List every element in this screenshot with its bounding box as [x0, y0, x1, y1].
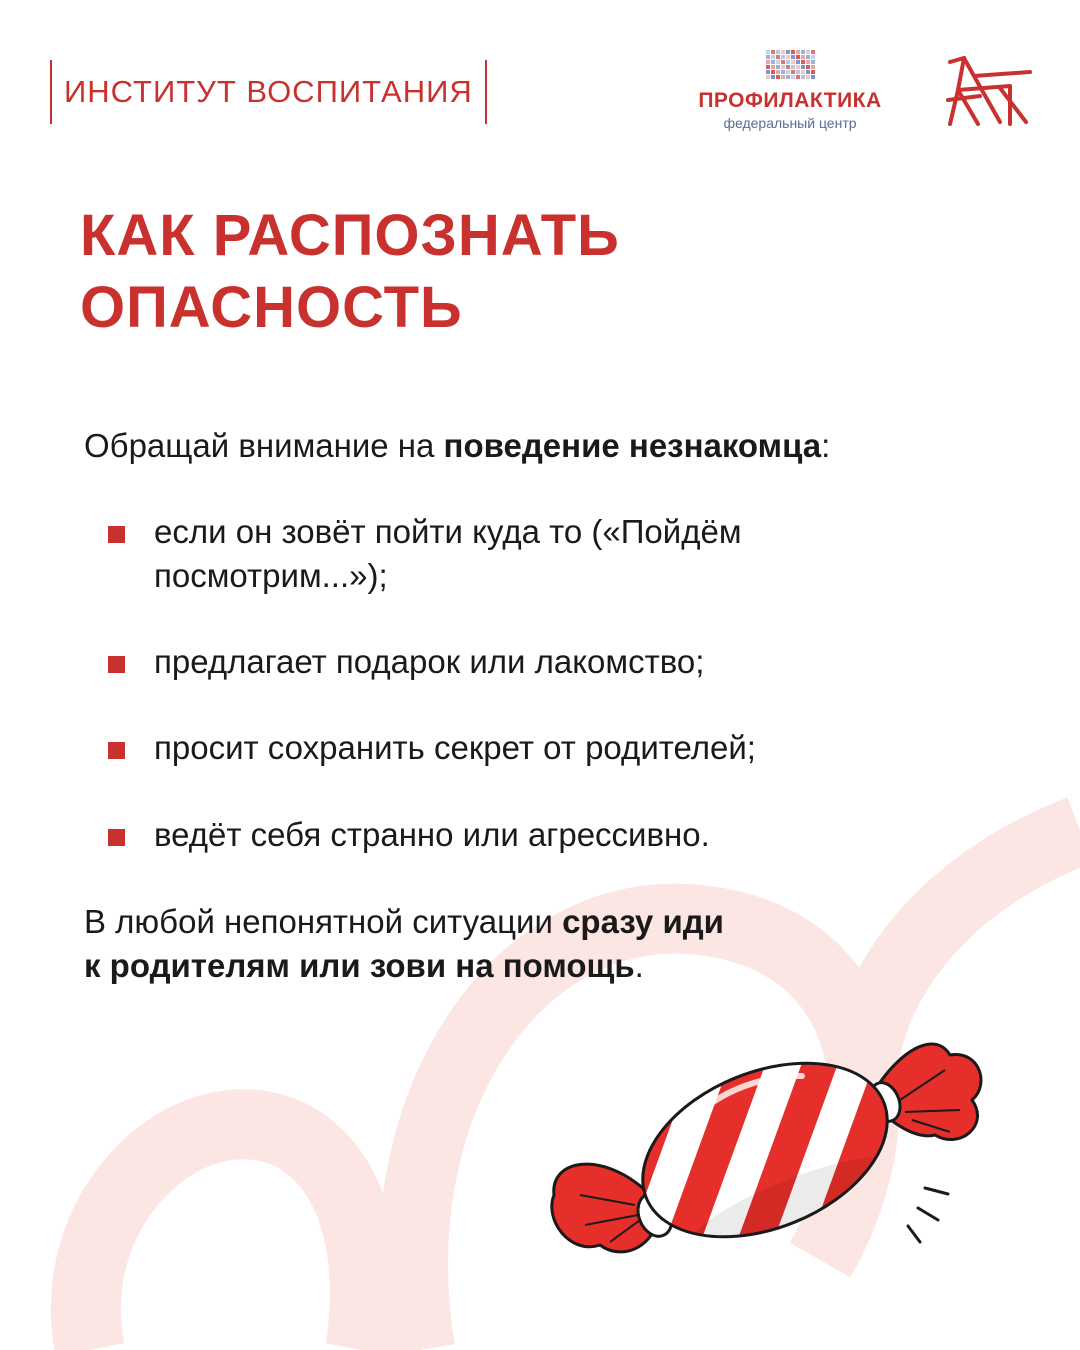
bullet-square-icon [108, 829, 125, 846]
list-item-text: просит сохранить секрет от родителей; [154, 729, 756, 766]
bullet-square-icon [108, 656, 125, 673]
outro-period: . [634, 947, 644, 984]
horse-logo-icon [940, 52, 1036, 132]
outro-plain: В любой непонятной ситуации [84, 903, 563, 940]
institute-name: ИНСТИТУТ ВОСПИТАНИЯ [64, 74, 473, 109]
page-title [80, 200, 620, 344]
institute-logo [50, 60, 487, 124]
list-item [108, 813, 928, 857]
warning-signs-list [108, 510, 928, 857]
list-item-text: предлагает подарок или лакомство; [154, 643, 705, 680]
list-item-text: ведёт себя странно или агрессивно. [154, 816, 710, 853]
intro-bold: поведение незнакомца [443, 427, 822, 464]
intro-colon: : [821, 427, 831, 464]
outro-bold-1: сразу иди [562, 903, 724, 940]
intro-text [84, 424, 830, 468]
partner-name: ПРОФИЛАКТИКА [698, 89, 882, 112]
title-line-2: ОПАСНОСТЬ [80, 275, 463, 340]
partner-subtitle: федеральный центр [723, 115, 857, 131]
intro-plain: Обращай внимание на [84, 427, 444, 464]
list-item [108, 726, 928, 770]
list-item-text: если он зовёт пойти куда то («Пойдём [154, 513, 742, 550]
list-item [108, 510, 928, 598]
title-line-1: КАК РАСПОЗНАТЬ [80, 203, 620, 268]
bullet-square-icon [108, 742, 125, 759]
profilaktika-grid-icon [766, 50, 815, 79]
outro-text [84, 900, 984, 988]
bullet-square-icon [108, 526, 125, 543]
list-item-text: посмотрим...»); [154, 557, 388, 594]
outro-bold-2: к родителям или зови на помощь [84, 947, 635, 984]
candy-illustration [540, 1020, 990, 1280]
profilaktika-logo [690, 50, 890, 131]
list-item [108, 640, 928, 684]
